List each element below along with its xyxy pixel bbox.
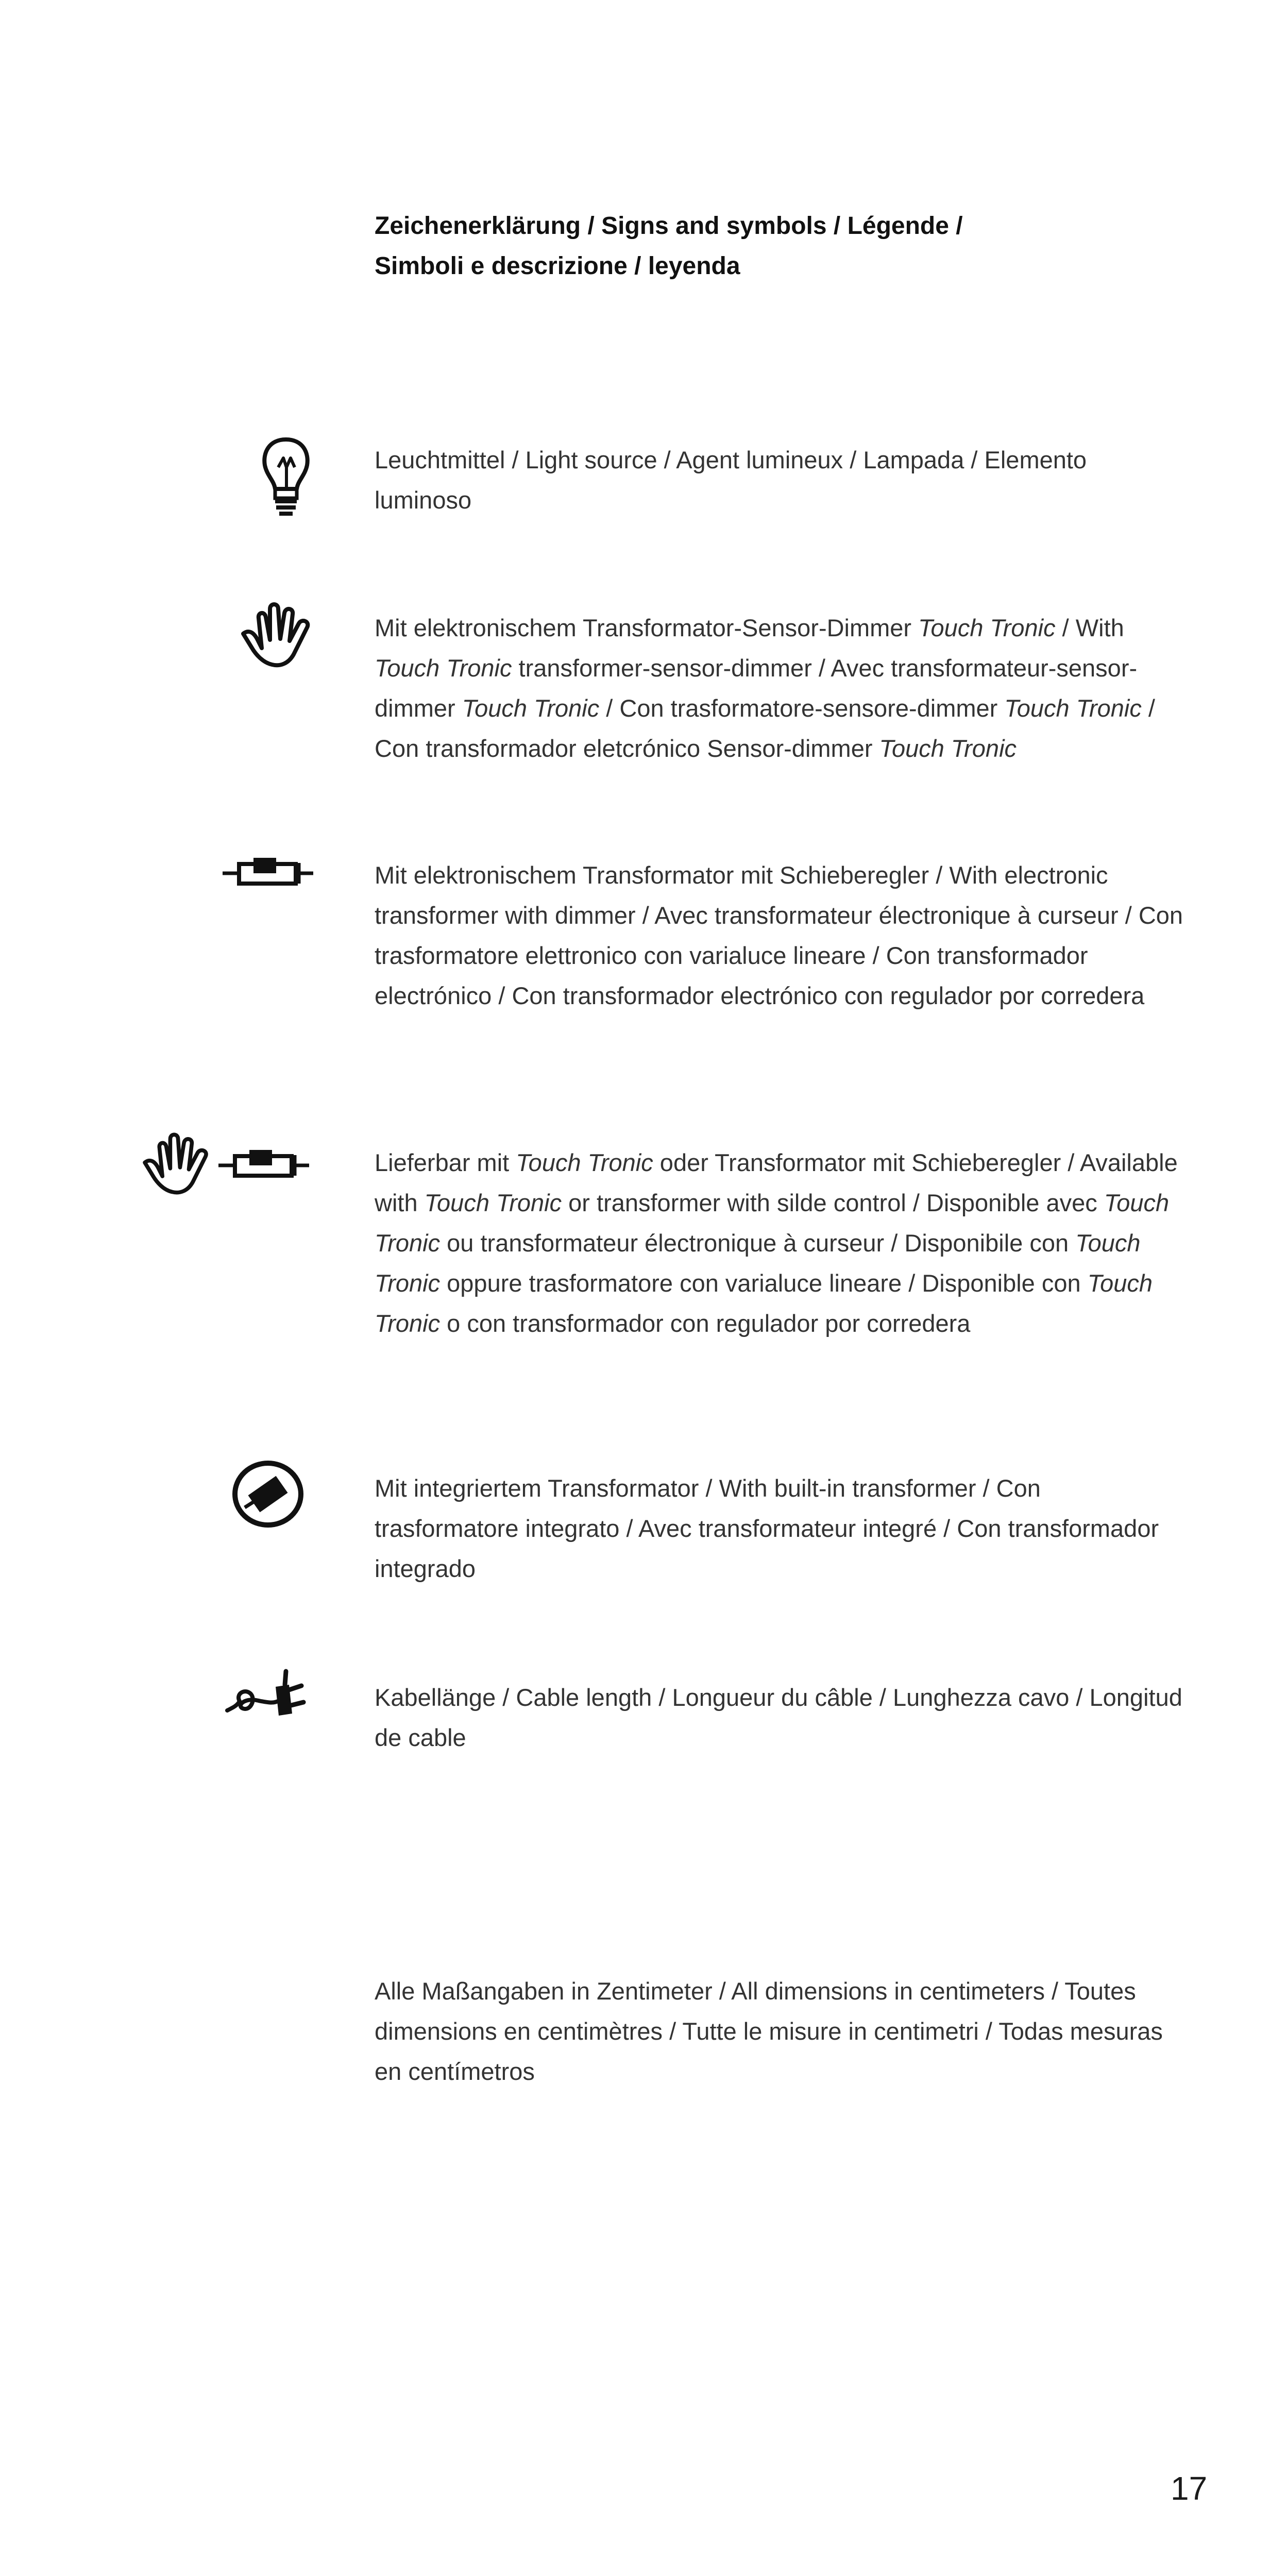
product-name-italic: Touch Tronic	[375, 1229, 1141, 1297]
product-name-italic: Touch Tronic	[918, 614, 1056, 641]
symbol-description-cable-length	[375, 1677, 1189, 1758]
description-text: Mit integriertem Transformator / With built-in transformer / Con trasformatore integrato / Avec transformateur integré / Con transformador integrado	[375, 1475, 1159, 1582]
product-name-italic: Touch Tronic	[462, 694, 600, 722]
description-text: / Con trasformatore-sensore-dimmer	[599, 694, 1005, 722]
page-title	[375, 206, 1199, 286]
product-name-italic: Touch Tronic	[1004, 694, 1142, 722]
built-in-transformer-icon	[229, 1458, 307, 1530]
symbol-description-slide-dimmer	[375, 855, 1189, 1016]
product-name-italic: Touch Tronic	[375, 1269, 1153, 1337]
light-bulb-icon	[258, 435, 314, 523]
symbol-description-built-in-transformer	[375, 1468, 1189, 1589]
product-name-italic: Touch Tronic	[516, 1149, 653, 1176]
description-text: ou transformateur électronique à curseur / Disponibile con	[440, 1229, 1076, 1257]
symbol-description-touch-tronic	[375, 608, 1189, 769]
product-name-italic: Touch Tronic	[424, 1189, 562, 1216]
cable-plug-icon	[224, 1664, 312, 1731]
dimensions-note: Alle Maßangaben in Zentimeter / All dimensions in centimeters / Toutes dimensions en centimètres / Tutte le misure in centimetri / Todas mesuras en centímetros	[375, 1977, 1163, 2085]
description-text: o con transformador con regulador por corredera	[440, 1310, 971, 1337]
description-text: Kabellänge / Cable length / Longueur du câble / Lunghezza cavo / Longitud de cable	[375, 1684, 1182, 1751]
product-name-italic: Touch Tronic	[375, 1189, 1170, 1257]
product-name-italic: Touch Tronic	[375, 654, 512, 682]
description-text: or transformer with silde control / Disponible avec	[562, 1189, 1104, 1216]
symbol-description-light-source	[375, 440, 1189, 520]
description-text: / Con transformador eletcrónico Sensor-dimmer	[375, 694, 1155, 762]
hand-touch-icon	[233, 598, 318, 670]
description-text: Mit elektronischem Transformator mit Schieberegler / With electronic transformer with dimmer / Avec transformateur électronique à curseur / Con trasformatore elettronico con varialuce lineare / Con transformador electrónico / Con transformador electrónico con regulador por corredera	[375, 861, 1183, 1009]
page-number: 17	[1171, 2470, 1208, 2507]
description-text: Mit elektronischem Transformator-Sensor-Dimmer	[375, 614, 919, 641]
hand-touch-icon	[145, 1134, 206, 1192]
description-text: oppure trasformatore con varialuce lineare / Disponible con	[440, 1269, 1088, 1297]
description-text: oder Transformator mit Schieberegler / Available with	[375, 1149, 1178, 1216]
product-name-italic: Touch Tronic	[879, 735, 1017, 762]
title-line-1: Zeichenerklärung / Signs and symbols / Légende /	[375, 212, 963, 240]
description-text: Leuchtmittel / Light source / Agent lumineux / Lampada / Elemento luminoso	[375, 446, 1087, 514]
description-text: Lieferbar mit	[375, 1149, 516, 1176]
description-text: transformer-sensor-dimmer / Avec transformateur-sensor-dimmer	[375, 654, 1138, 722]
slide-dimmer-icon	[222, 853, 314, 894]
hand-and-slide-dimmer-icon	[135, 1128, 318, 1200]
description-text: / With	[1055, 614, 1124, 641]
symbol-description-touch-tronic-or-slide-dimmer	[375, 1143, 1189, 1344]
title-line-2: Simboli e descrizione / leyenda	[375, 252, 740, 280]
slide-dimmer-icon	[218, 1150, 309, 1176]
